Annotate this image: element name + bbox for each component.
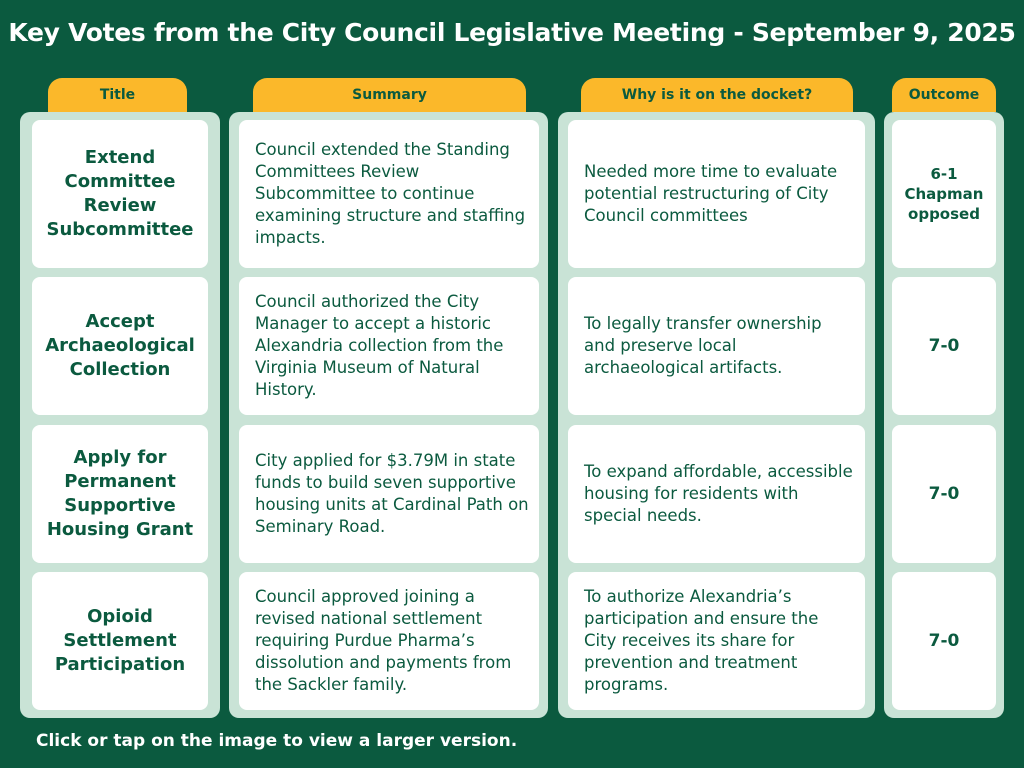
page-title: Key Votes from the City Council Legislative Meeting - September 9, 2025 xyxy=(8,18,1016,47)
row-2-outcome: 7-0 xyxy=(892,277,996,415)
row-1-outcome: 6-1 Chapman opposed xyxy=(892,120,996,268)
row-2-summary: Council authorized the City Manager to accept a historic Alexandria collection from the Virginia Museum of Natural History. xyxy=(239,277,539,415)
row-3-summary: City applied for $3.79M in state funds to build seven supportive housing units at Cardinal Path on Seminary Road. xyxy=(239,425,539,563)
row-2-why: To legally transfer ownership and preserve local archaeological artifacts. xyxy=(568,277,865,415)
column-header-why: Why is it on the docket? xyxy=(581,78,853,112)
column-header-summary: Summary xyxy=(253,78,526,112)
column-header-outcome: Outcome xyxy=(892,78,996,112)
row-3-title: Apply for Permanent Supportive Housing Grant xyxy=(32,425,208,563)
row-1-why: Needed more time to evaluate potential restructuring of City Council committees xyxy=(568,120,865,268)
row-4-outcome: 7-0 xyxy=(892,572,996,710)
row-3-outcome: 7-0 xyxy=(892,425,996,563)
row-1-title: Extend Committee Review Subcommittee xyxy=(32,120,208,268)
row-4-title: Opioid Settlement Participation xyxy=(32,572,208,710)
row-4-why: To authorize Alexandria’s participation and ensure the City receives its share for prevention and treatment programs. xyxy=(568,572,865,710)
row-4-summary: Council approved joining a revised national settlement requiring Purdue Pharma’s dissolution and payments from the Sackler family. xyxy=(239,572,539,710)
footer-note[interactable]: Click or tap on the image to view a larger version. xyxy=(36,731,518,751)
row-2-title: Accept Archaeological Collection xyxy=(32,277,208,415)
column-header-title: Title xyxy=(48,78,187,112)
row-1-summary: Council extended the Standing Committees Review Subcommittee to continue examining structure and staffing impacts. xyxy=(239,120,539,268)
row-3-why: To expand affordable, accessible housing for residents with special needs. xyxy=(568,425,865,563)
